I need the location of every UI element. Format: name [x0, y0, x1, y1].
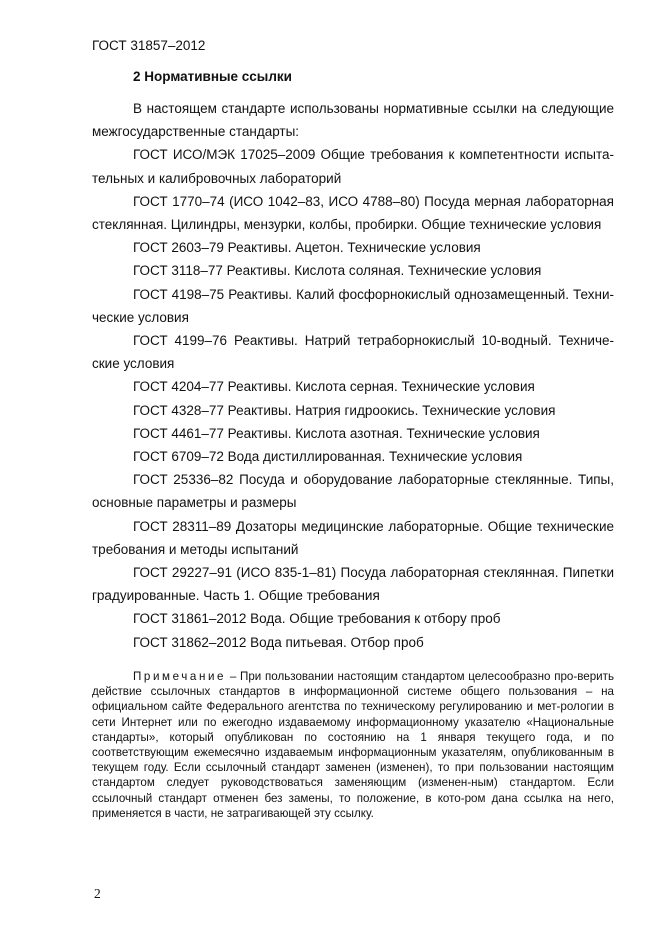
- reference-item: ГОСТ 4328–77 Реактивы. Натрия гидроокись. Технические условия: [133, 402, 556, 418]
- reference-item: ГОСТ 25336–82 Посуда и оборудование лабораторные стеклянные. Типы, основные параметры и размеры: [92, 472, 614, 511]
- page-number: 2: [94, 886, 101, 901]
- reference-item: ГОСТ 4461–77 Реактивы. Кислота азотная. Технические условия: [133, 425, 540, 441]
- reference-item: ГОСТ 4199–76 Реактивы. Натрий тетраборнокислый 10-водный. Техниче-ские условия: [92, 333, 614, 372]
- note-paragraph: [92, 669, 614, 821]
- reference-item: ГОСТ 29227–91 (ИСО 835-1–81) Посуда лабораторная стеклянная. Пипетки градуированные. Часть 1. Общие требования: [92, 565, 614, 604]
- note-text: – При пользовании настоящим стандартом целесообразно про-верить действие ссылочных стандартов в информационной системе общего пользования – на официальном сайте Федерального агентства по техническому регулированию и мет-рологии в сети Интернет или по ежегодно издаваемому информационному указателю «Национальные стандарты», который опубликован по состоянию на 1 января текущего года, и по соответствующим ежемесячно издаваемым информационным указателям, опубликованным в текущем году. Если ссылочный стандарт заменен (изменен), то при пользовании настоящим стандартом следует руководствоваться заменяющим (изменен-ным) стандартом. Если ссылочный стандарт отменен без замены, то положение, в кото-ром дана ссылка на него, применяется в части, не затрагивающей эту ссылку.: [92, 670, 614, 820]
- intro-paragraph: В настоящем стандарте использованы нормативные ссылки на следующие межгосударственные стандарты:: [92, 101, 614, 140]
- reference-item: ГОСТ 31862–2012 Вода питьевая. Отбор проб: [133, 634, 424, 650]
- reference-item: ГОСТ 4198–75 Реактивы. Калий фосфорнокислый однозамещенный. Техни-ческие условия: [92, 286, 614, 325]
- document-code: ГОСТ 31857–2012: [92, 38, 206, 53]
- reference-item: ГОСТ ИСО/МЭК 17025–2009 Общие требования к компетентности испыта-тельных и калибровочных лабораторий: [92, 147, 614, 186]
- reference-item: ГОСТ 4204–77 Реактивы. Кислота серная. Технические условия: [133, 379, 535, 395]
- reference-item: ГОСТ 1770–74 (ИСО 1042–83, ИСО 4788–80) Посуда мерная лабораторная стеклянная. Цилиндры, мензурки, колбы, пробирки. Общие технические условия: [92, 193, 614, 233]
- reference-item: ГОСТ 28311–89 Дозаторы медицинские лабораторные. Общие технические требования и методы испытаний: [92, 518, 614, 557]
- note-label: Примечание: [133, 670, 227, 683]
- note-block: [92, 669, 614, 821]
- reference-item: ГОСТ 3118–77 Реактивы. Кислота соляная. Технические условия: [133, 263, 542, 279]
- reference-item: ГОСТ 6709–72 Вода дистиллированная. Технические условия: [133, 449, 523, 465]
- references-list: [92, 97, 614, 654]
- section-title: 2 Нормативные ссылки: [133, 69, 292, 84]
- reference-item: ГОСТ 31861–2012 Вода. Общие требования к отбору проб: [133, 611, 501, 627]
- reference-item: ГОСТ 2603–79 Реактивы. Ацетон. Технические условия: [133, 240, 481, 256]
